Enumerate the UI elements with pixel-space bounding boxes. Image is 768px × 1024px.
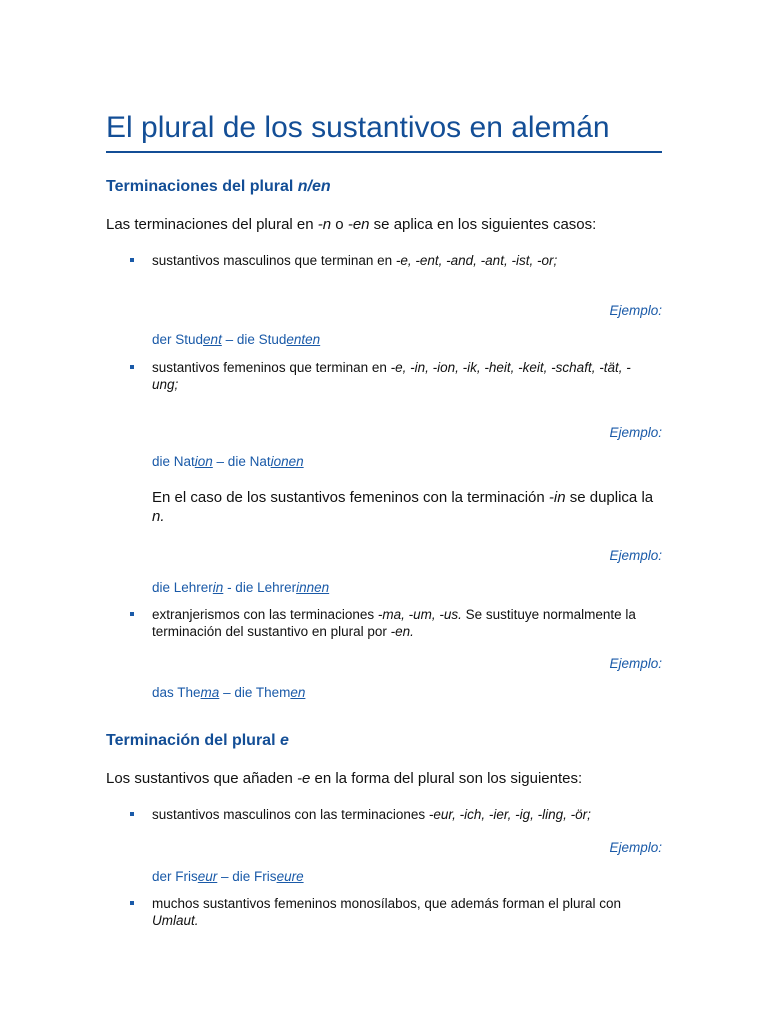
example-text: das The <box>152 685 201 700</box>
example-ending: ion <box>194 454 213 469</box>
example-label: Ejemplo: <box>609 840 662 855</box>
note-text: En el caso de los sustantivos femeninos con la terminación <box>152 489 549 506</box>
intro-text: Los sustantivos que añaden <box>106 770 297 787</box>
example-ending: innen <box>296 580 330 595</box>
heading-emphasis: n/en <box>297 178 331 195</box>
bullet-em: -e, -in, -ion, -ik, -heit, -keit, -schaft, -tät, -ung; <box>152 360 631 392</box>
note-em: n. <box>152 508 165 525</box>
intro-em: -e <box>296 770 311 787</box>
bullet-marker <box>130 901 134 905</box>
bullet-text: muchos sustantivos femeninos monosílabos, que además forman el plural con <box>152 896 621 911</box>
example-ending: ionen <box>270 454 304 469</box>
example-ending: en <box>290 685 306 700</box>
intro-text: se aplica en los siguientes casos: <box>369 216 597 233</box>
page-title: El plural de los sustantivos en alemán <box>106 108 662 153</box>
example-ending: enten <box>286 332 321 347</box>
bullet-em: -ma, -um, -us. <box>377 607 462 622</box>
example-text: - die Lehrer <box>223 580 297 595</box>
section-intro <box>106 769 582 789</box>
example-text: der Fris <box>152 869 198 884</box>
example-label: Ejemplo: <box>609 656 662 671</box>
section-intro <box>106 215 596 235</box>
bullet-em: Umlaut. <box>152 913 199 928</box>
example-text: – die Fris <box>217 869 277 884</box>
example-ending: ma <box>200 685 220 700</box>
example-label: Ejemplo: <box>609 548 662 563</box>
example-ending: in <box>212 580 224 595</box>
bullet-marker <box>130 258 134 262</box>
intro-text: Las terminaciones del plural en <box>106 216 318 233</box>
bullet-marker <box>130 365 134 369</box>
example-text: die Lehrer <box>152 580 213 595</box>
example-text: – die Them <box>219 685 291 700</box>
example-ending: eur <box>197 869 218 884</box>
intro-text: en la forma del plural son los siguientes: <box>310 770 583 787</box>
heading-text: Terminación del plural <box>106 732 280 749</box>
bullet-text: Se sustituye normalmente la terminación del sustantivo en plural por <box>152 607 636 639</box>
example-line <box>152 684 305 701</box>
example-text: die Nat <box>152 454 195 469</box>
heading-text: Terminaciones del plural <box>106 178 298 195</box>
bullet-em: -en. <box>390 624 414 639</box>
bullet-em: -eur, -ich, -ier, -ig, -ling, -ör; <box>428 807 591 822</box>
note-paragraph <box>152 488 662 526</box>
bullet-text: sustantivos masculinos que terminan en <box>152 253 396 268</box>
intro-em: -n <box>317 216 332 233</box>
example-text: – die Stud <box>221 332 287 347</box>
intro-text: o <box>331 216 348 233</box>
section-heading-e <box>106 731 289 751</box>
note-em: -in <box>548 489 566 506</box>
example-ending: ent <box>203 332 222 347</box>
bullet-text: sustantivos femeninos que terminan en <box>152 360 391 375</box>
heading-emphasis: e <box>279 732 289 749</box>
intro-em: -en <box>347 216 370 233</box>
bullet-em: -e, -ent, -and, -ant, -ist, -or; <box>395 253 558 268</box>
example-line <box>152 579 329 596</box>
example-text: der Stud <box>152 332 204 347</box>
example-text: – die Nat <box>212 454 271 469</box>
example-label: Ejemplo: <box>609 303 662 318</box>
bullet-marker <box>130 812 134 816</box>
bullet-text: extranjerismos con las terminaciones <box>152 607 378 622</box>
note-text: se duplica la <box>565 489 654 506</box>
bullet-marker <box>130 612 134 616</box>
example-label: Ejemplo: <box>609 425 662 440</box>
example-line <box>152 453 304 470</box>
example-line <box>152 331 320 348</box>
section-heading-n-en <box>106 177 331 197</box>
example-ending: eure <box>276 869 304 884</box>
bullet-text: sustantivos masculinos con las terminaciones <box>152 807 429 822</box>
example-line <box>152 868 304 885</box>
